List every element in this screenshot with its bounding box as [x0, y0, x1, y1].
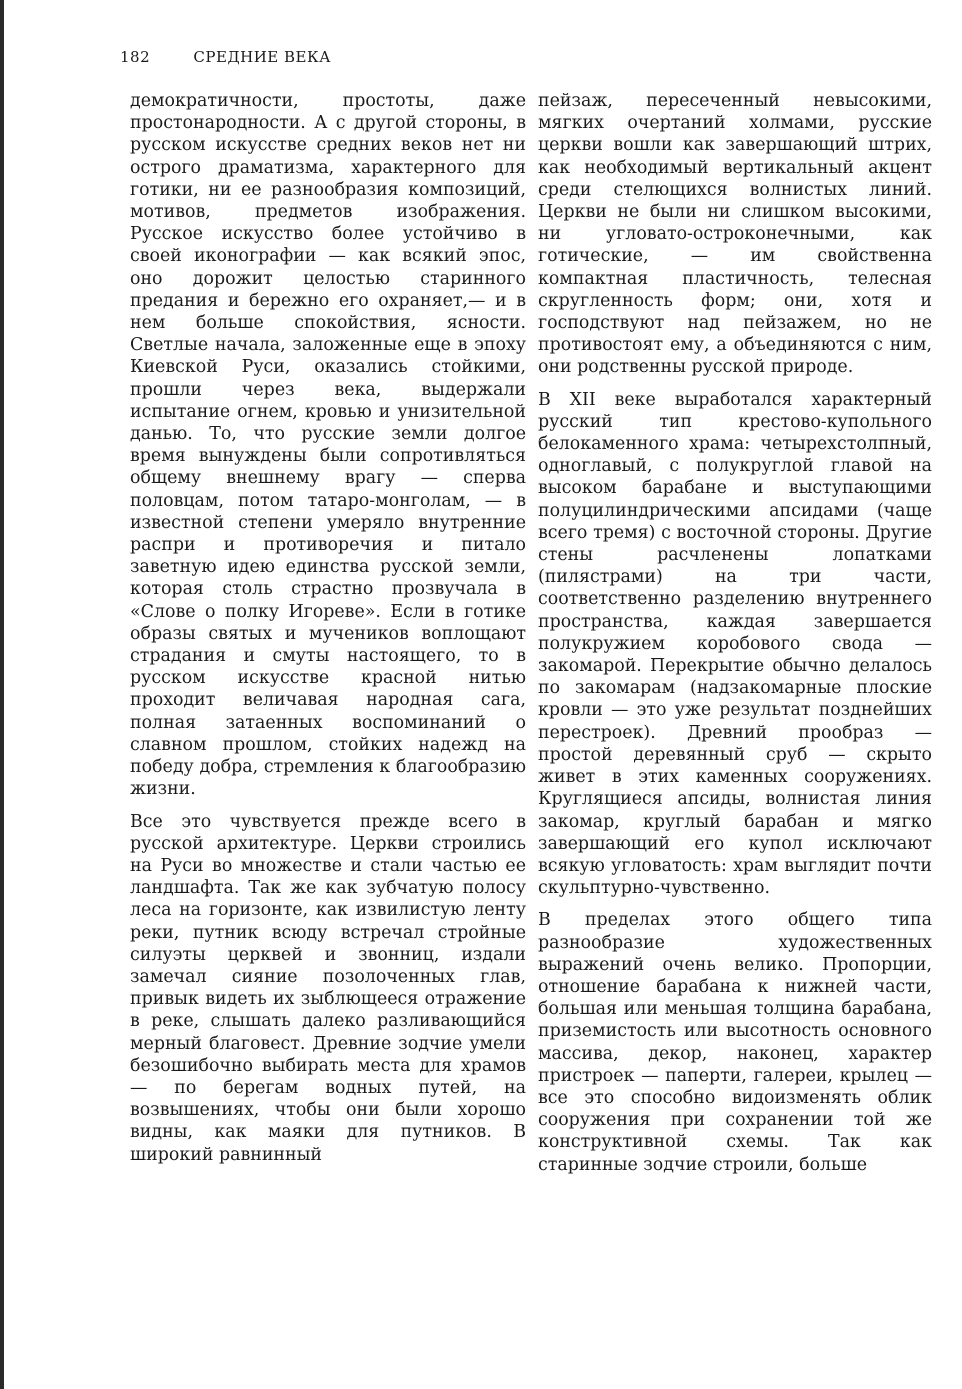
paragraph: пейзаж, пересеченный невысокими, мягких очертаний холмами, русские церкви вошли как завершающий штрих, как необходимый вертикальный акцент среди стелющихся волнистых линий. Церкви не были ни слишком высокими, ни угловато-остроконечными, как готические, — им свойственна компактная пластичность, телесная скругленность форм; они, хотя и господствуют над пейзажем, но не противостоят ему, а объединяются с ним, они родственны русской природе.	[538, 91, 932, 378]
paragraph: В пределах этого общего типа разнообразие художественных выражений очень велико. Пропорции, отношение барабана к нижней части, большая или меньшая толщина барабана, приземистость или высотность основного массива, декор, наконец, характер пристроек — паперти, галереи, крылец — все это способно видоизменять облик сооружения при сохранении той же конструктивной схемы. Так как старинные зодчие строили, больше	[538, 910, 932, 1175]
running-header	[120, 48, 331, 66]
paragraph: В XII веке выработался характерный русский тип крестово-купольного белокаменного храма: четырехстолпный, одноглавый, с полукруглой главой на высоком барабане и выступающими полуцилиндрическими апсидами (чаще всего тремя) с восточной стороны. Другие стены расчленены лопатками (пилястрами) на три части, соответственно разделению внутреннего пространства, каждая завершается полукружием коробового свода — закомарой. Перекрытие обычно делалось по закомарам (надзакомарные плоские кровли — это уже результат позднейших перестроек). Древний прообраз — простой деревянный сруб — скрыто живет в этих каменных сооружениях. Круглящиеся апсиды, волнистая линия закомар, круглый барабан и мягко завершающий его купол исключают всякую угловатость: храм выглядит почти скульптурно-чувственно.	[538, 389, 932, 899]
right-column	[538, 90, 932, 1176]
paragraph: демократичности, простоты, даже простонародности. А с другой стороны, в русском искусстве средних веков нет ни острого драматизма, характерного для готики, ни ее разнообразия композиций, мотивов, предметов изображения. Русское искусство более устойчиво в своей иконографии — как всякий эпос, оно дорожит целостью старинного предания и бережно его охраняет,— и в нем больше спокойствия, ясности. Светлые начала, заложенные еще в эпоху Киевской Руси, оказались стойкими, прошли через века, выдержали испытание огнем, кровью и унизительной данью. То, что русские земли долгое время вынуждены были сопротивляться общему внешнему врагу — сперва половцам, потом татаро-монголам, — в известной степени умеряло внутренние распри и противоречия и питало заветную идею единства русской земли, которая столь страстно прозвучала в «Слове о полку Игореве». Если в готике образы святых и мучеников воплощают страдания и смуты настоящего, то в русском искусстве красной нитью проходит величавая народная сага, полная затаенных воспоминаний о славном прошлом, стойких надежд на победу добра, стремления к благообразию жизни.	[130, 91, 526, 800]
running-title: СРЕДНИЕ ВЕКА	[193, 48, 331, 66]
page-number: 182	[120, 48, 151, 66]
left-column	[130, 90, 526, 1166]
page-binding-edge	[0, 0, 4, 1389]
paragraph: Все это чувствуется прежде всего в русской архитектуре. Церкви строились на Руси во множестве и стали частью ее ландшафта. Так же как зубчатую полосу леса на горизонте, как извилистую ленту реки, путник всюду встречал стройные силуэты церквей и звонниц, издали замечал сияние позолоченных глав, привык видеть их зыблющееся отражение в реке, слышать далеко разливающийся мерный благовест. Древние зодчие умели безошибочно выбирать места для храмов — по берегам водных путей, на возвышениях, чтобы они были хорошо видны, как маяки для путников. В широкий равнинный	[130, 811, 526, 1165]
